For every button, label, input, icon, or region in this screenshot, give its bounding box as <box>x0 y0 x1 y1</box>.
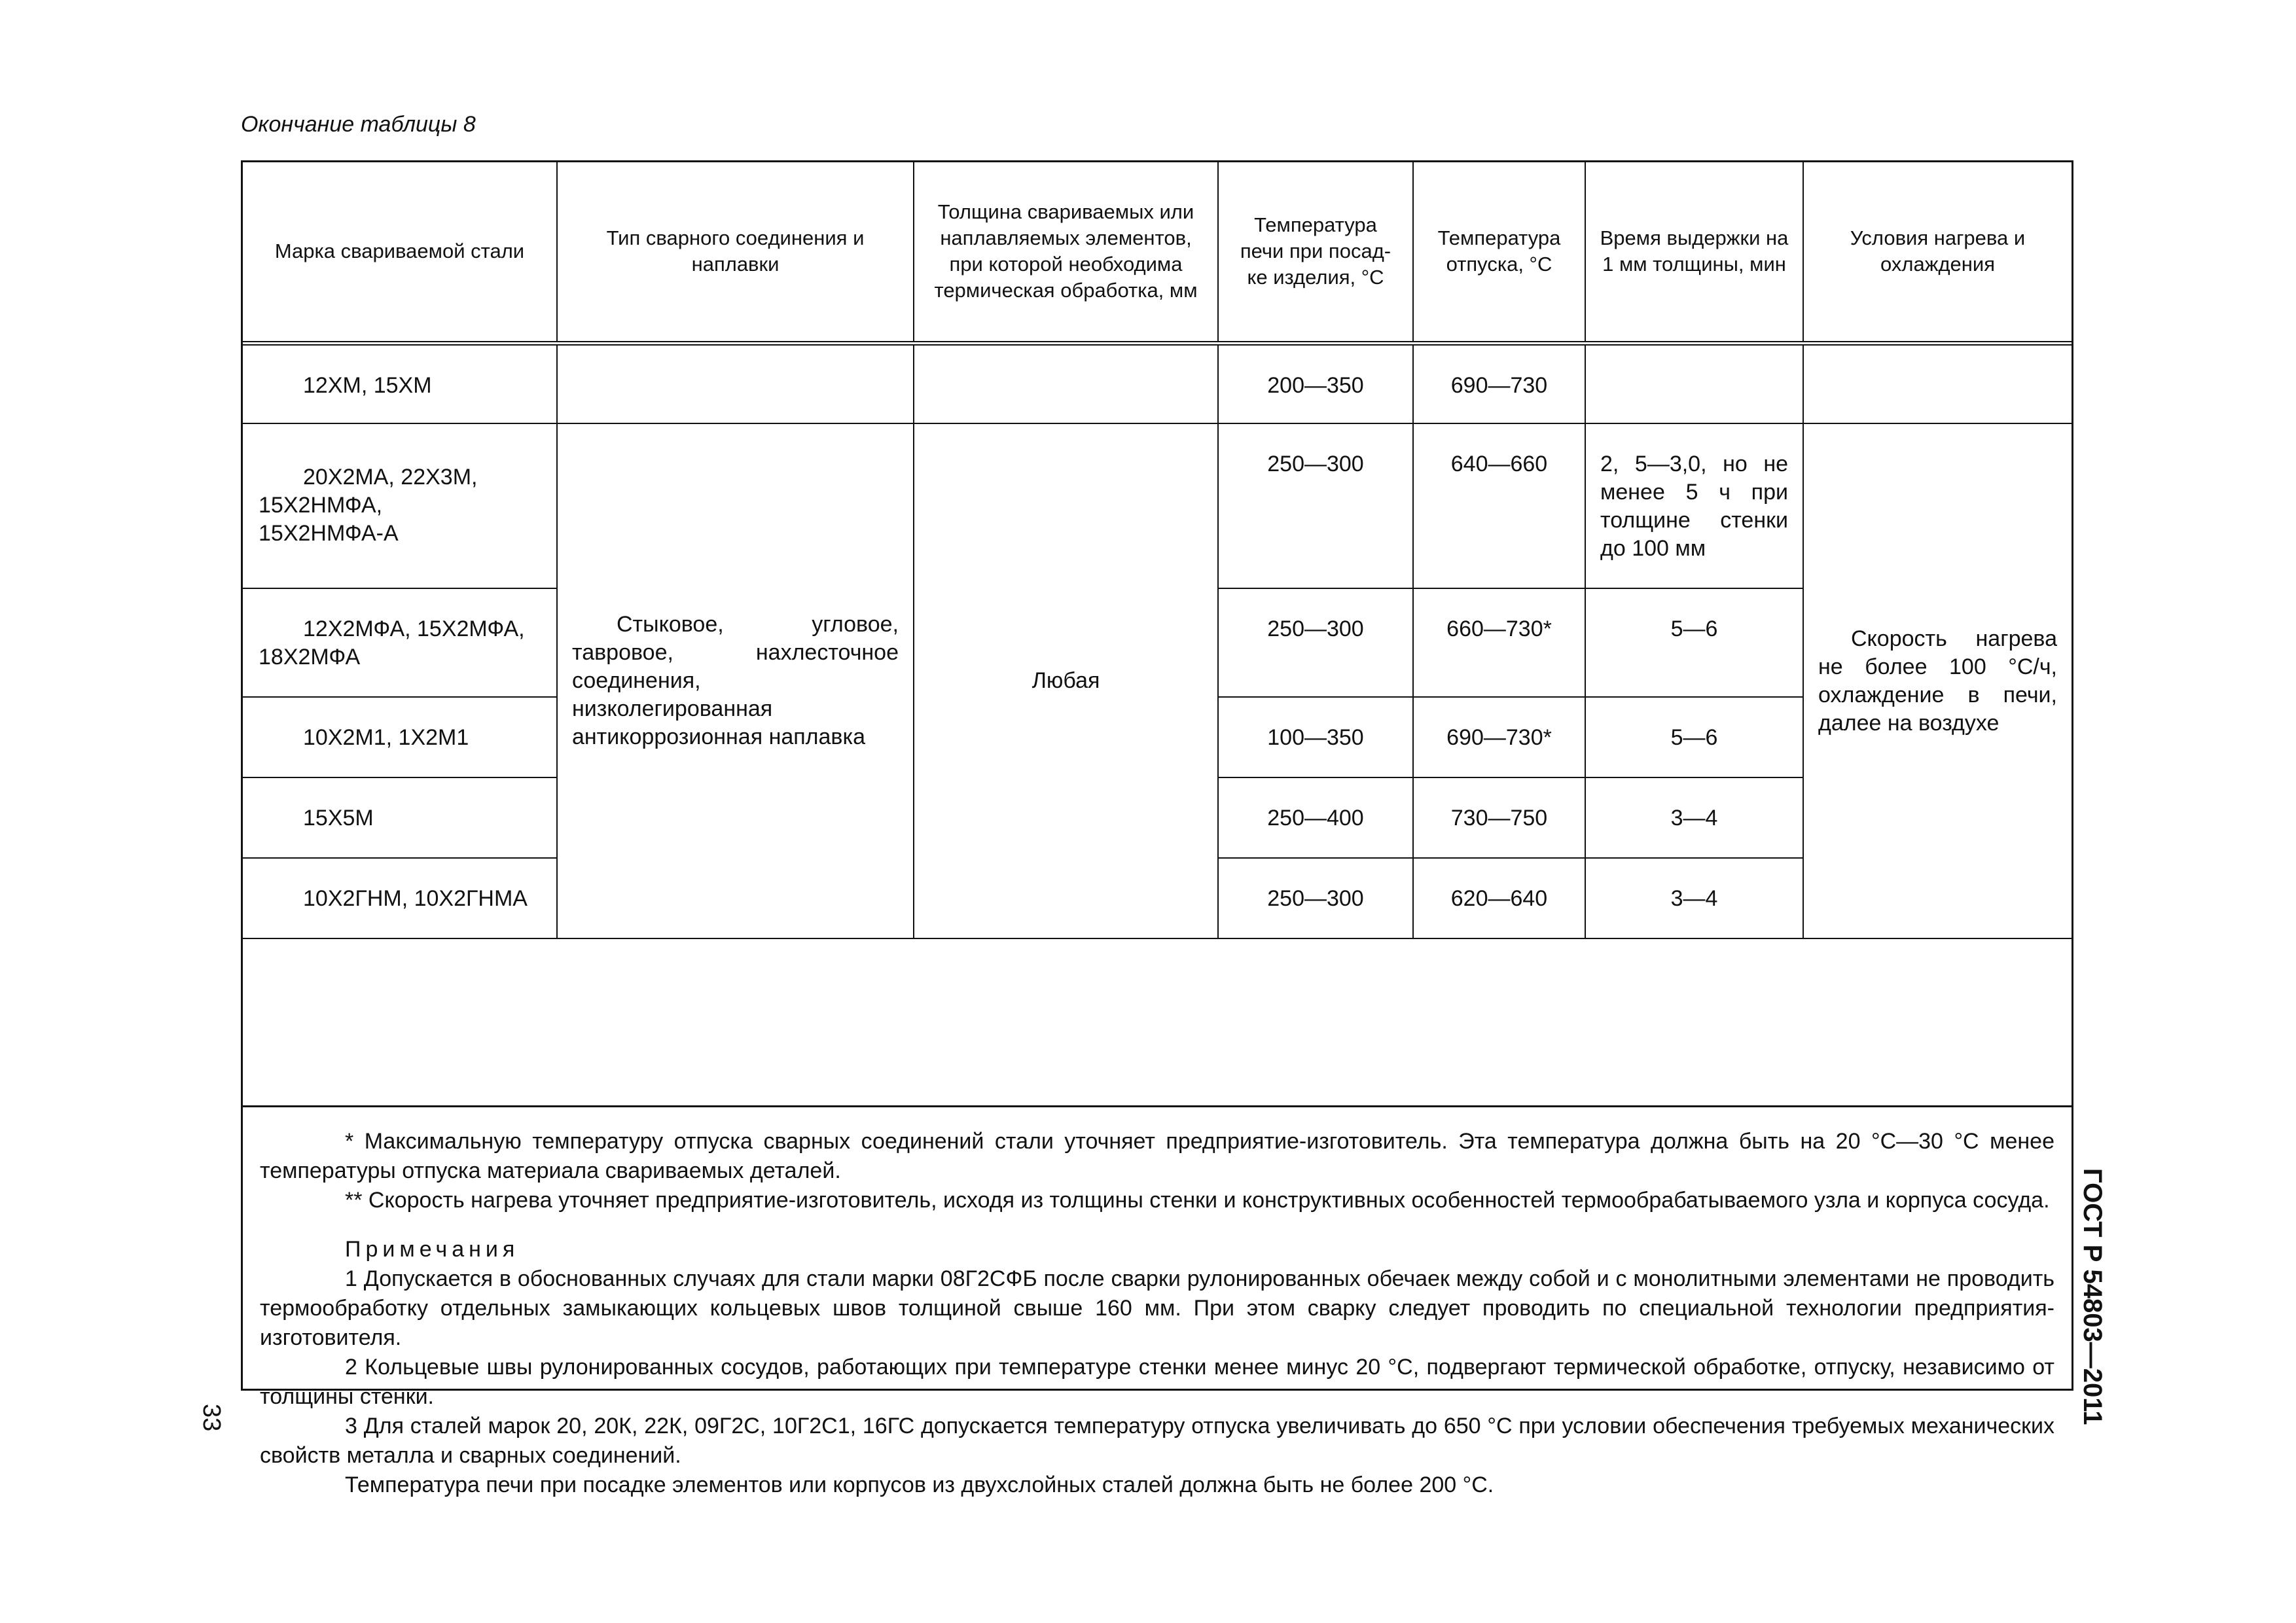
document-code: ГОСТ Р 54803—2011 <box>2078 1168 2107 1425</box>
table-frame <box>241 160 2073 1497</box>
cell-hold-time: 2, 5—3,0, но не менее 5 ч при толщине стенки до 100 мм <box>1585 423 1803 588</box>
cell-furnace-temp: 100—350 <box>1218 697 1413 777</box>
grade-line: 18Х2МФА <box>259 645 361 669</box>
header-grade: Марка свариваемой стали <box>243 162 557 343</box>
cell-tempering-temp: 690—730* <box>1413 697 1585 777</box>
cell-grade <box>243 858 557 938</box>
joint-type-text: Стыковое, угловое, тавровое, нахлесточное соединения, низколегированная антикоррозионная наплавка <box>572 612 899 749</box>
cell-joint-type-empty <box>557 343 914 423</box>
cell-grade <box>243 777 557 858</box>
header-thickness: Толщина свариваемых или наплавляемых элементов, при которой необходима термическая обработка, мм <box>914 162 1218 343</box>
cell-furnace-temp: 250—300 <box>1218 423 1413 588</box>
cell-tempering-temp: 690—730 <box>1413 343 1585 423</box>
grade-text: 12ХМ, 15ХМ <box>303 372 432 398</box>
cell-grade <box>243 423 557 588</box>
cell-thickness-merged: Любая <box>914 423 1218 938</box>
data-table <box>243 162 2072 939</box>
footnote: * Максимальную температуру отпуска сварных соединений стали уточняет предприятие-изготовитель. Эта температура должна быть на 20 °С—30 °С менее температуры отпуска материала свариваемых деталей. <box>260 1129 2054 1183</box>
cell-tempering-temp: 620—640 <box>1413 858 1585 938</box>
cell-grade <box>243 697 557 777</box>
cell-thickness-empty <box>914 343 1218 423</box>
grade-text: 10Х2ГНМ, 10Х2ГНМА <box>303 886 528 911</box>
cell-tempering-temp: 660—730* <box>1413 588 1585 697</box>
cell-hold-time: 5—6 <box>1585 697 1803 777</box>
cell-conditions-merged <box>1803 423 2072 938</box>
header-hold-time: Время выдержки на 1 мм толщины, мин <box>1585 162 1803 343</box>
grade-text: 10Х2М1, 1Х2М1 <box>303 725 469 750</box>
grade-line: 15Х2НМФА, <box>259 493 383 518</box>
grade-text: 15Х5М <box>303 806 374 830</box>
footnote: ** Скорость нагрева уточняет предприятие-изготовитель, исходя из толщины стенки и конструктивных особенностей термообрабатываемого узла и корпуса сосуда. <box>345 1188 2050 1213</box>
header-furnace-temp: Температура печи при посад-ке изделия, °С <box>1218 162 1413 343</box>
header-joint-type: Тип сварного соединения и наплавки <box>557 162 914 343</box>
cell-furnace-temp: 250—300 <box>1218 588 1413 697</box>
table-row <box>243 343 2072 423</box>
grade-line: 15Х2НМФА-А <box>259 521 399 546</box>
page-number: 33 <box>198 1404 225 1432</box>
grade-line: 12Х2МФА, 15Х2МФА, <box>303 616 525 641</box>
cell-tempering-temp: 730—750 <box>1413 777 1585 858</box>
cell-grade <box>243 343 557 423</box>
notes-heading <box>260 1235 2054 1264</box>
cell-hold-time: 5—6 <box>1585 588 1803 697</box>
header-conditions: Условия нагрева и охлаждения <box>1803 162 2072 343</box>
table-caption: Окончание таблицы 8 <box>241 112 476 137</box>
cell-joint-type-merged <box>557 423 914 938</box>
grade-line: 20Х2МА, 22Х3М, <box>303 465 478 490</box>
conditions-text: Скорость нагрева не более 100 °С/ч, охлаждение в печи, далее на воздухе <box>1818 626 2057 736</box>
table-header-row <box>243 162 2072 343</box>
cell-grade <box>243 588 557 697</box>
notes-heading-text: Примечания <box>345 1237 520 1262</box>
header-tempering-temp: Температура отпуска, °С <box>1413 162 1585 343</box>
notes-block <box>243 1105 2072 1500</box>
note-item: Температура печи при посадке элементов или корпусов из двухслойных сталей должна быть не более 200 °С. <box>345 1472 1494 1497</box>
note-item: 3 Для сталей марок 20, 20К, 22К, 09Г2С, 10Г2С1, 16ГС допускается температуру отпуска увеличивать до 650 °С при условии обеспечения требуемых механических свойств металла и сварных соединений. <box>260 1414 2054 1468</box>
note-item: 1 Допускается в обоснованных случаях для стали марки 08Г2СФБ после сварки рулонированных обечаек между собой и с монолитными элементами не проводить термообработку отдельных замыкающих кольцевых швов толщиной свыше 160 мм. При этом сварку следует проводить по специальной технологии предприятия-изготовителя. <box>260 1266 2054 1350</box>
cell-furnace-temp: 200—350 <box>1218 343 1413 423</box>
cell-furnace-temp: 250—400 <box>1218 777 1413 858</box>
cell-conditions-empty <box>1803 343 2072 423</box>
cell-hold-time <box>1585 343 1803 423</box>
note-item: 2 Кольцевые швы рулонированных сосудов, работающих при температуре стенки менее минус 20 °С, подвергают термической обработке, отпуску, независимо от толщины стенки. <box>260 1355 2054 1409</box>
cell-hold-time: 3—4 <box>1585 777 1803 858</box>
cell-hold-time: 3—4 <box>1585 858 1803 938</box>
cell-tempering-temp: 640—660 <box>1413 423 1585 588</box>
table-row <box>243 423 2072 588</box>
cell-furnace-temp: 250—300 <box>1218 858 1413 938</box>
